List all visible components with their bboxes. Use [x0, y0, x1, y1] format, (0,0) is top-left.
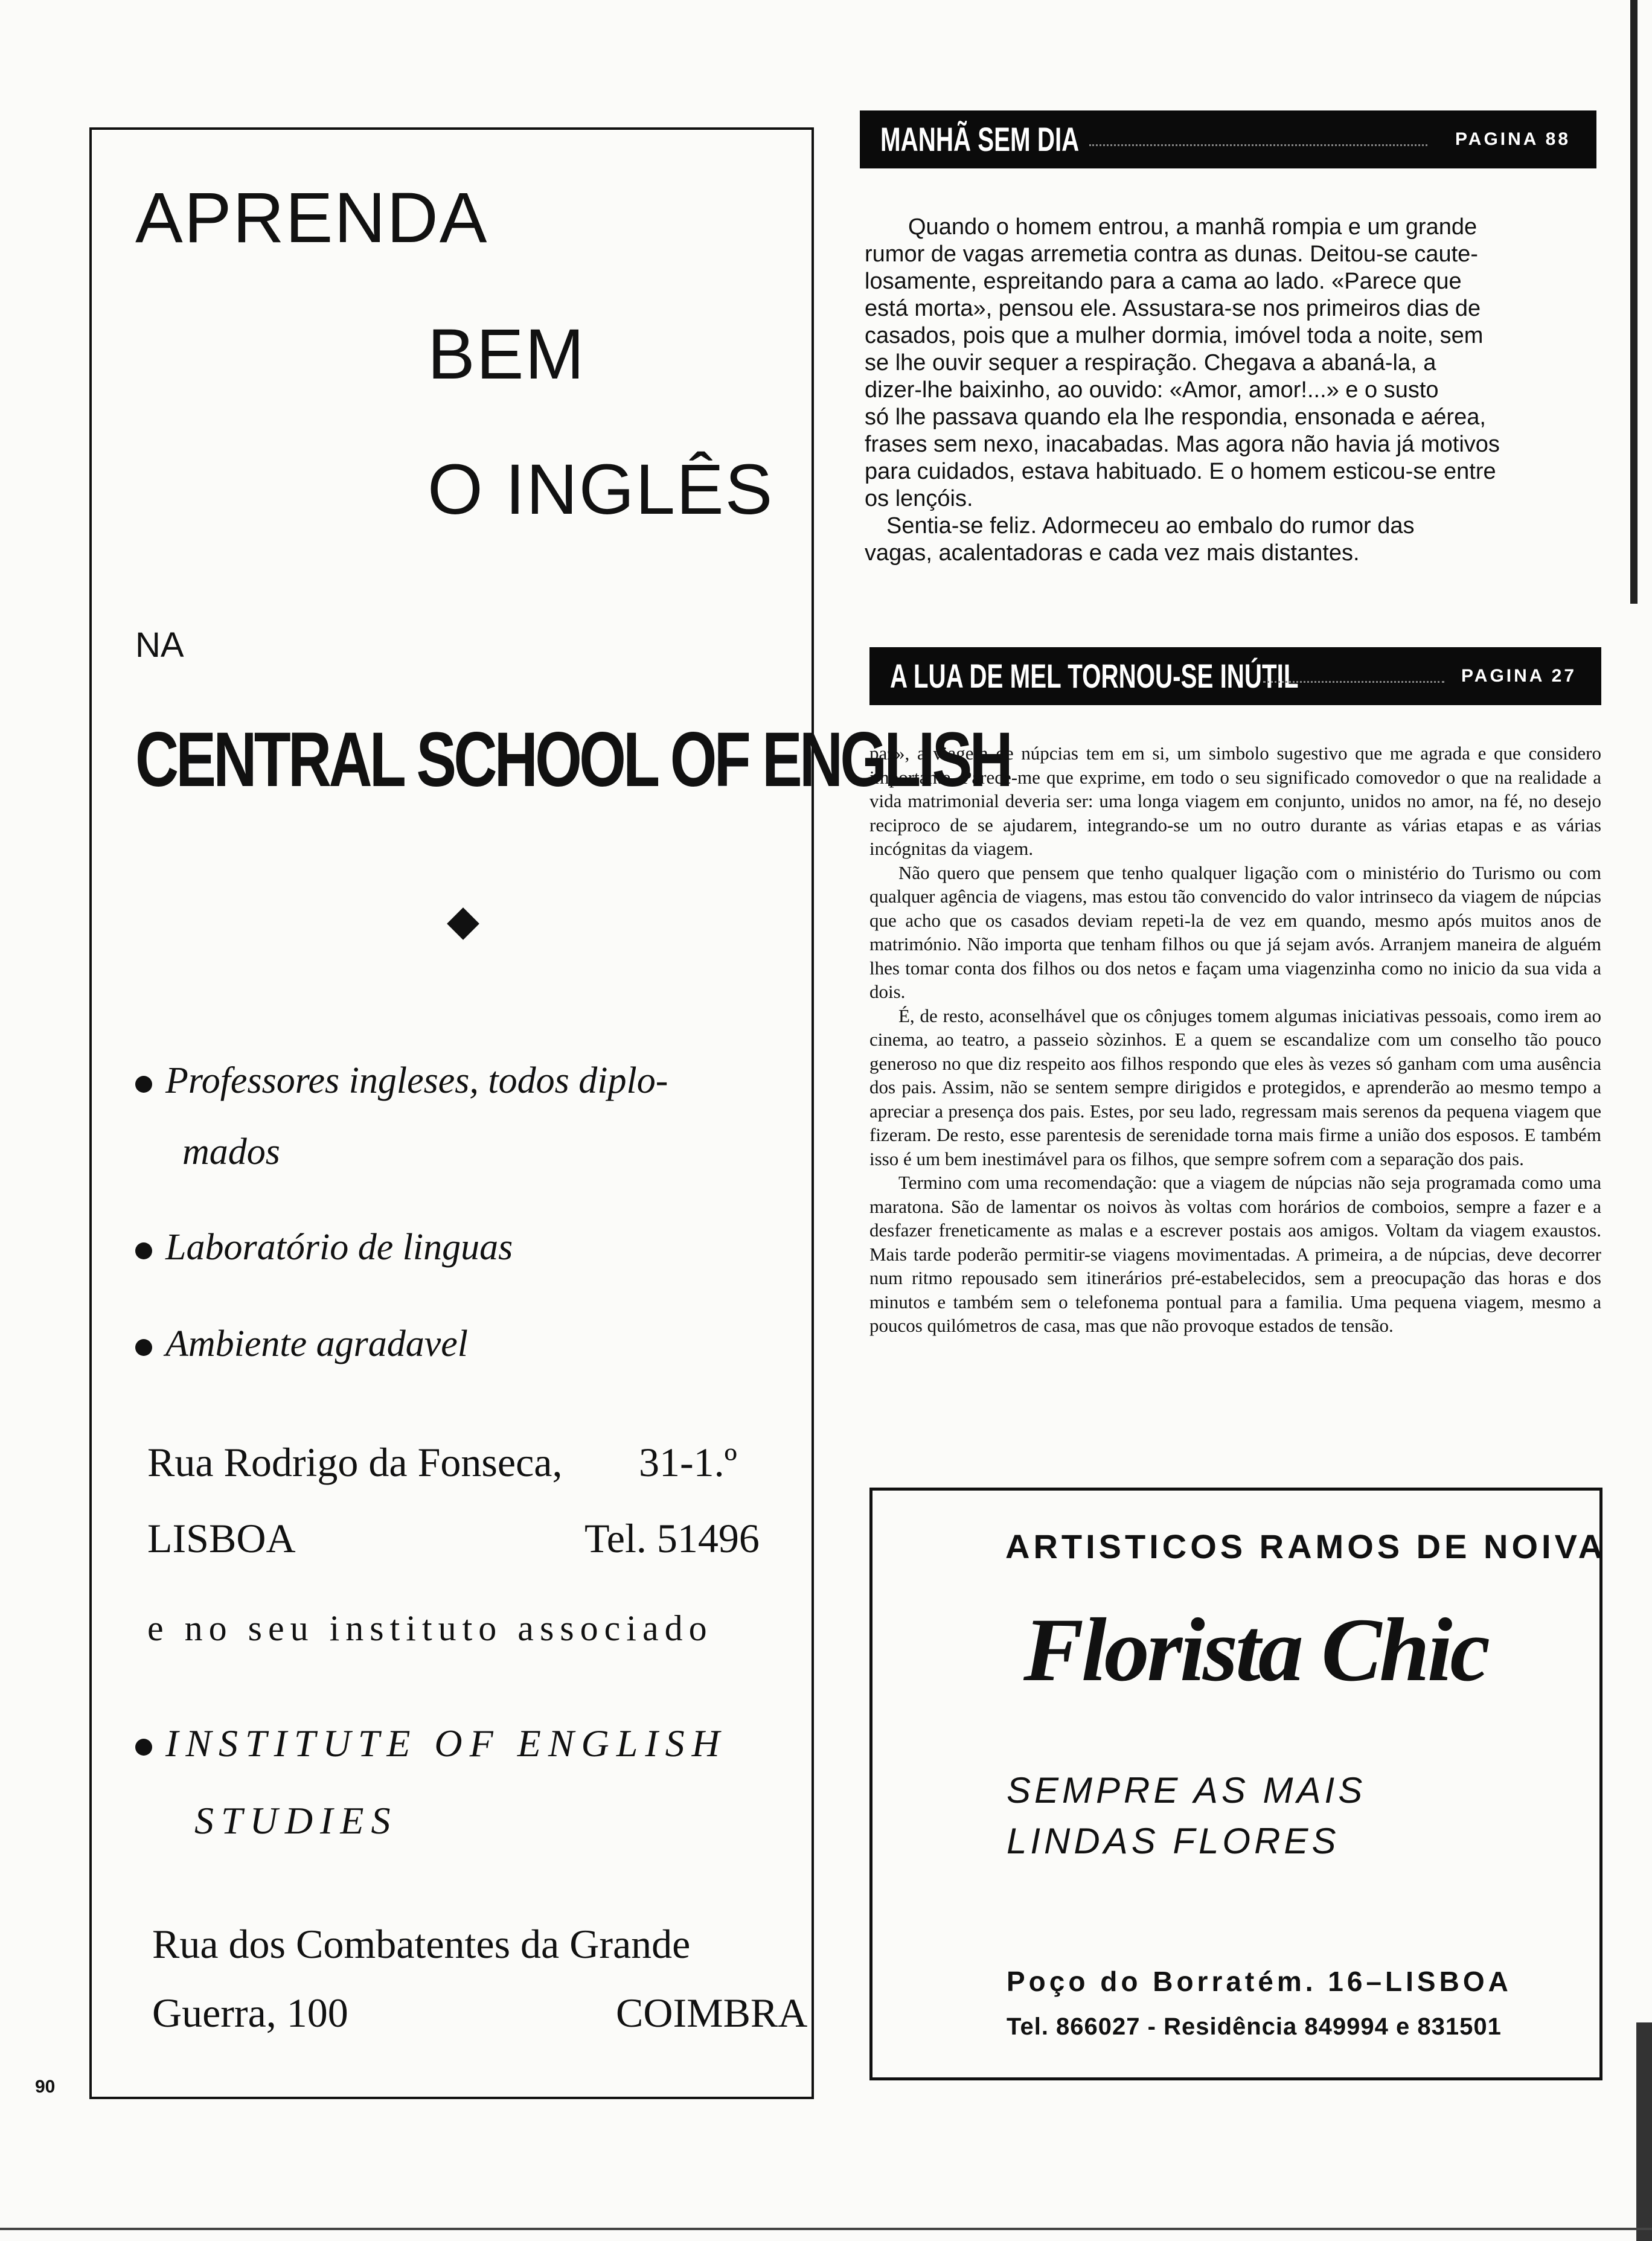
story1-text: [865, 214, 1598, 567]
story1-line: se lhe ouvir sequer a respiração. Chegava a abaná-la, a: [865, 350, 1436, 376]
story2-text: [869, 741, 1601, 1338]
story2-header: [869, 647, 1601, 705]
page-number: 90: [35, 2077, 56, 2097]
bullet-icon: [135, 1076, 152, 1093]
address-number: 31-1.º: [639, 1439, 737, 1485]
story1-line: está morta», pensou ele. Assustara-se nos primeiros dias de: [865, 296, 1481, 321]
institute-name-cont: STUDIES: [194, 1799, 398, 1842]
headline-aprenda: APRENDA: [135, 178, 488, 258]
story1-header: [860, 110, 1596, 168]
slogan-line2: LINDAS FLORES: [1007, 1821, 1340, 1861]
story1-line: para cuidados, estava habituado. E o homem esticou-se entre: [865, 459, 1496, 484]
bullet-icon: [135, 1242, 152, 1259]
story1-line: frases sem nexo, inacabadas. Mas agora não havia já motivos: [865, 432, 1500, 457]
diamond-ornament-icon: [447, 907, 479, 940]
coimbra-city: COIMBRA: [616, 1990, 808, 2036]
leader-dots: [1089, 144, 1427, 146]
address-street: Rua Rodrigo da Fonseca,: [147, 1439, 563, 1485]
story1-title: MANHÃ SEM DIA: [880, 120, 1080, 158]
bullet-icon: [135, 1739, 152, 1756]
feature-teachers: Professores ingleses, todos diplo-: [135, 1060, 668, 1102]
story1-line: dizer-lhe baixinho, ao ouvido: «Amor, amor!...» e o susto: [865, 377, 1439, 403]
slogan-line1: SEMPRE AS MAIS: [1007, 1770, 1366, 1811]
story1-line: casados, pois que a mulher dormia, imóvel toda a noite, sem: [865, 323, 1484, 348]
associate-text: e no seu instituto associado: [147, 1608, 713, 1648]
bullet-icon: [135, 1339, 152, 1356]
florista-chic-logo: Florista Chic: [1023, 1600, 1488, 1700]
scan-edge: [0, 2228, 1652, 2230]
headline-bem: BEM: [427, 315, 586, 394]
coimbra-number: Guerra, 100: [152, 1990, 348, 2036]
story2-page: PAGINA 27: [1461, 666, 1577, 686]
address-phone: Tel. 51496: [584, 1515, 760, 1561]
story2-paragraph: É, de resto, aconselhável que os cônjuges tomem algumas iniciativas pessoais, como irem ao cinema, ao teatro, a passeio sòzinhos. E a quem se escandalize com um conselho tão pouco generoso no que diz respeito aos filhos respondo que eles às vezes só ganham com uma ausência dos pais. Assim, não se sentem sempre dirigidos e protegidos, e aprenderão ao mesmo tempo a apreciar a presença dos pais. Estes, por seu lado, regressam mais serenos da pequena viagem que fizeram. De resto, esse parentesis de serenidade torna mais firme a união dos esposos. E também isso é um bem inestimável para os filhos, que sempre sofrem com a separação dos pais.: [869, 1005, 1601, 1169]
florist-address: Poço do Borratém. 16–LISBOA: [1007, 1966, 1512, 1997]
feature-language-lab: Laboratório de linguas: [135, 1226, 513, 1269]
scan-edge: [1630, 0, 1638, 604]
florist-phones: Tel. 866027 - Residência 849994 e 831501: [1007, 2013, 1502, 2040]
feature-environment: Ambiente agradavel: [135, 1323, 468, 1366]
florist-ad: [869, 1488, 1607, 2080]
leader-dots: [1263, 681, 1444, 683]
florist-title: ARTISTICOS RAMOS DE NOIVA: [1005, 1527, 1607, 1565]
story2-paragraph: Não quero que pensem que tenho qualquer ligação com o ministério do Turismo ou com qualquer agência de viagens, mas estou tão convencido do valor intrinseco da viagem de núpcias que acho que os casados deviam repeti-la de vez em quando, mesmo após muitos anos de matrimónio. Não importa que tenham filhos ou que já sejam avós. Arranjem maneira de alguém lhes tomar conta dos filhos ou dos netos e façam uma viagenzinha como no inicio da sua vida a dois.: [869, 862, 1601, 1002]
feature-teachers-cont: mados: [182, 1131, 280, 1172]
story1-line: losamente, espreitando para a cama ao lado. «Parece que: [865, 269, 1462, 294]
story2-paragraph: paz», a viagem de núpcias tem em si, um simbolo sugestivo que me agrada e que considero importante. Parece-me que exprime, em todo o seu significado comovedor o que na realidade a vida matrimonial deveria ser: uma longa viagem em conjunto, unidos no amor, na fé, no desejo reciproco de se ajudarem, integrando-se um no outro durante as várias etapas e as várias incógnitas da viagem.: [869, 743, 1601, 859]
headline-o-ingles: O INGLÊS: [427, 450, 774, 529]
address-city: LISBOA: [147, 1515, 296, 1561]
story1-line: os lençóis.: [865, 486, 973, 511]
story1-line: Sentia-se feliz. Adormeceu ao embalo do rumor das: [886, 513, 1415, 539]
story1-line: só lhe passava quando ela lhe respondia, ensonada e aérea,: [865, 404, 1486, 430]
story2-title: A LUA DE MEL TORNOU-SE INÚTIL: [890, 657, 1299, 695]
story2-paragraph: Termino com uma recomendação: que a viagem de núpcias não seja programada como uma maratona. São de lamentar os noivos às voltas com horários de comboios, sempre a fazer e a desfazer freneticamente as malas e a escrever postais aos amigos. Voltam da viagem exaustos. Mais tarde poderão permitir-se viagens movimentadas. A primeira, a de núpcias, deve decorrer num ritmo repousado sem itinerários pré-estabelecidos, sem a preocupação das horas e dos minutos e também sem o telefonema pontual para a familia. Uma pequena viagem, mesmo a poucos quilómetros de casa, mas que não provoque estados de tensão.: [869, 1172, 1601, 1336]
school-name: CENTRAL SCHOOL OF ENGLISH: [135, 717, 1011, 803]
story1-line: Quando o homem entrou, a manhã rompia e um grande: [908, 214, 1478, 240]
coimbra-street: Rua dos Combatentes da Grande: [152, 1921, 691, 1967]
story1-page: PAGINA 88: [1455, 129, 1571, 149]
story1-line: rumor de vagas arremetia contra as dunas. Deitou-se caute-: [865, 241, 1478, 267]
story1-line: vagas, acalentadoras e cada vez mais distantes.: [865, 540, 1360, 566]
na-label: NA: [135, 625, 184, 665]
institute-name: INSTITUTE OF ENGLISH: [135, 1721, 727, 1766]
scan-edge: [1636, 2022, 1652, 2241]
